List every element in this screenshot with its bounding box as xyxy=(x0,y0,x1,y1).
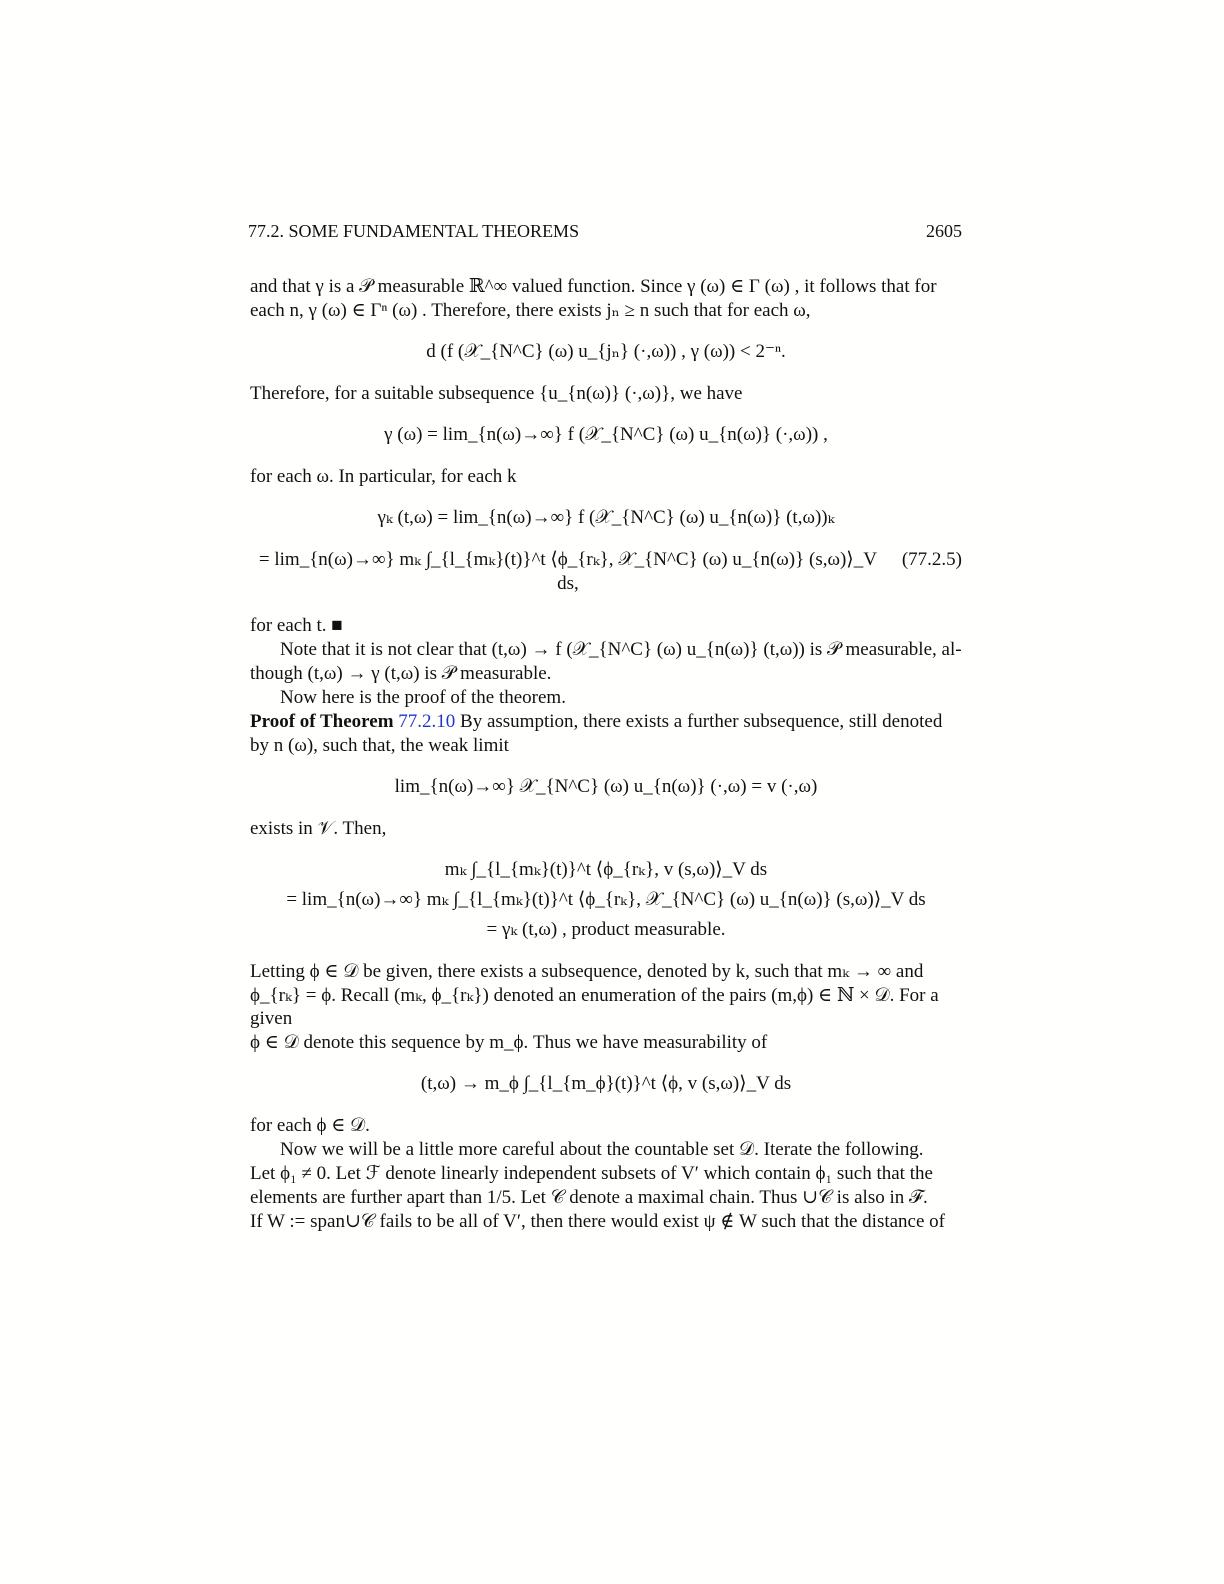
equation: = lim_{n(ω)→∞} mₖ ∫_{l_{mₖ}(t)}^t ⟨ϕ_{rₖ}, 𝒳_{N^C} (ω) u_{n(ω)} (s,ω)⟩_V ds xyxy=(286,889,926,910)
page-number: 2605 xyxy=(926,221,962,241)
proof-line xyxy=(250,710,962,733)
text-line: for each ϕ ∈ 𝒟. xyxy=(250,1115,370,1136)
text-line: though (t,ω) → γ (t,ω) is 𝒫 measurable. xyxy=(250,663,552,684)
text-line: exists in 𝒱. Then, xyxy=(250,818,387,839)
text-line: Now we will be a little more careful about the countable set 𝒟. Iterate the following. xyxy=(280,1139,924,1160)
text-line: and that γ is a 𝒫 measurable ℝ^∞ valued function. Since γ (ω) ∈ Γ (ω) , it follows that for xyxy=(250,276,937,297)
equation: = lim_{n(ω)→∞} mₖ ∫_{l_{mₖ}(t)}^t ⟨ϕ_{rₖ}, 𝒳_{N^C} (ω) u_{n(ω)} (s,ω)⟩_V ds, xyxy=(258,549,877,594)
text-line: If W := span∪𝒞 fails to be all of V′, then there would exist ψ ∉ W such that the distance of xyxy=(250,1211,945,1232)
numbered-equation xyxy=(250,548,962,596)
text-line: Let ϕ₁ ≠ 0. Let ℱ denote linearly independent subsets of V′ which contain ϕ₁ such that the xyxy=(250,1163,933,1184)
equation: lim_{n(ω)→∞} 𝒳_{N^C} (ω) u_{n(ω)} (·,ω) = v (·,ω) xyxy=(394,776,818,797)
equation: mₖ ∫_{l_{mₖ}(t)}^t ⟨ϕ_{rₖ}, v (s,ω)⟩_V ds xyxy=(444,859,768,880)
text-line: elements are further apart than 1/5. Let 𝒞 denote a maximal chain. Thus ∪𝒞 is also in ℱ. xyxy=(250,1187,928,1208)
text-line: ϕ_{rₖ} = ϕ. Recall (mₖ, ϕ_{rₖ}) denoted an enumeration of the pairs (m,ϕ) ∈ ℕ × 𝒟. For a given xyxy=(250,985,939,1029)
running-header: 77.2. SOME FUNDAMENTAL THEOREMS xyxy=(248,221,580,241)
text-line: for each ω. In particular, for each k xyxy=(250,466,517,487)
equation: (t,ω) → m_ϕ ∫_{l_{m_ϕ}(t)}^t ⟨ϕ, v (s,ω)⟩_V ds xyxy=(420,1073,792,1094)
text-line: ϕ ∈ 𝒟 denote this sequence by m_ϕ. Thus we have measurability of xyxy=(250,1032,768,1053)
text: By assumption, there exists a further subsequence, still denoted xyxy=(455,711,943,732)
page-body xyxy=(250,275,962,1234)
equation: γₖ (t,ω) = lim_{n(ω)→∞} f (𝒳_{N^C} (ω) u_{n(ω)} (t,ω))ₖ xyxy=(377,507,835,528)
text-line: Now here is the proof of the theorem. xyxy=(280,687,566,708)
equation: γ (ω) = lim_{n(ω)→∞} f (𝒳_{N^C} (ω) u_{n(ω)} (·,ω)) , xyxy=(384,424,828,445)
text-line: for each t. ■ xyxy=(250,615,343,636)
text-line: Note that it is not clear that (t,ω) → f (𝒳_{N^C} (ω) u_{n(ω)} (t,ω)) is 𝒫 measurable, al- xyxy=(280,639,962,660)
text-line: each n, γ (ω) ∈ Γⁿ (ω) . Therefore, there exists jₙ ≥ n such that for each ω, xyxy=(250,300,811,321)
proof-label: Proof of Theorem xyxy=(250,711,394,732)
equation: = γₖ (t,ω) , product measurable. xyxy=(486,919,726,940)
theorem-link[interactable]: 77.2.10 xyxy=(398,711,456,732)
running-header-row xyxy=(248,220,962,242)
equation-number: (77.2.5) xyxy=(901,549,962,570)
text-line: Therefore, for a suitable subsequence {u_{n(ω)} (·,ω)}, we have xyxy=(250,383,743,404)
text-line: by n (ω), such that, the weak limit xyxy=(250,735,509,756)
text-line: Letting ϕ ∈ 𝒟 be given, there exists a subsequence, denoted by k, such that mₖ → ∞ and xyxy=(250,961,924,982)
equation: d (f (𝒳_{N^C} (ω) u_{jₙ} (·,ω)) , γ (ω)) < 2⁻ⁿ. xyxy=(426,341,786,362)
